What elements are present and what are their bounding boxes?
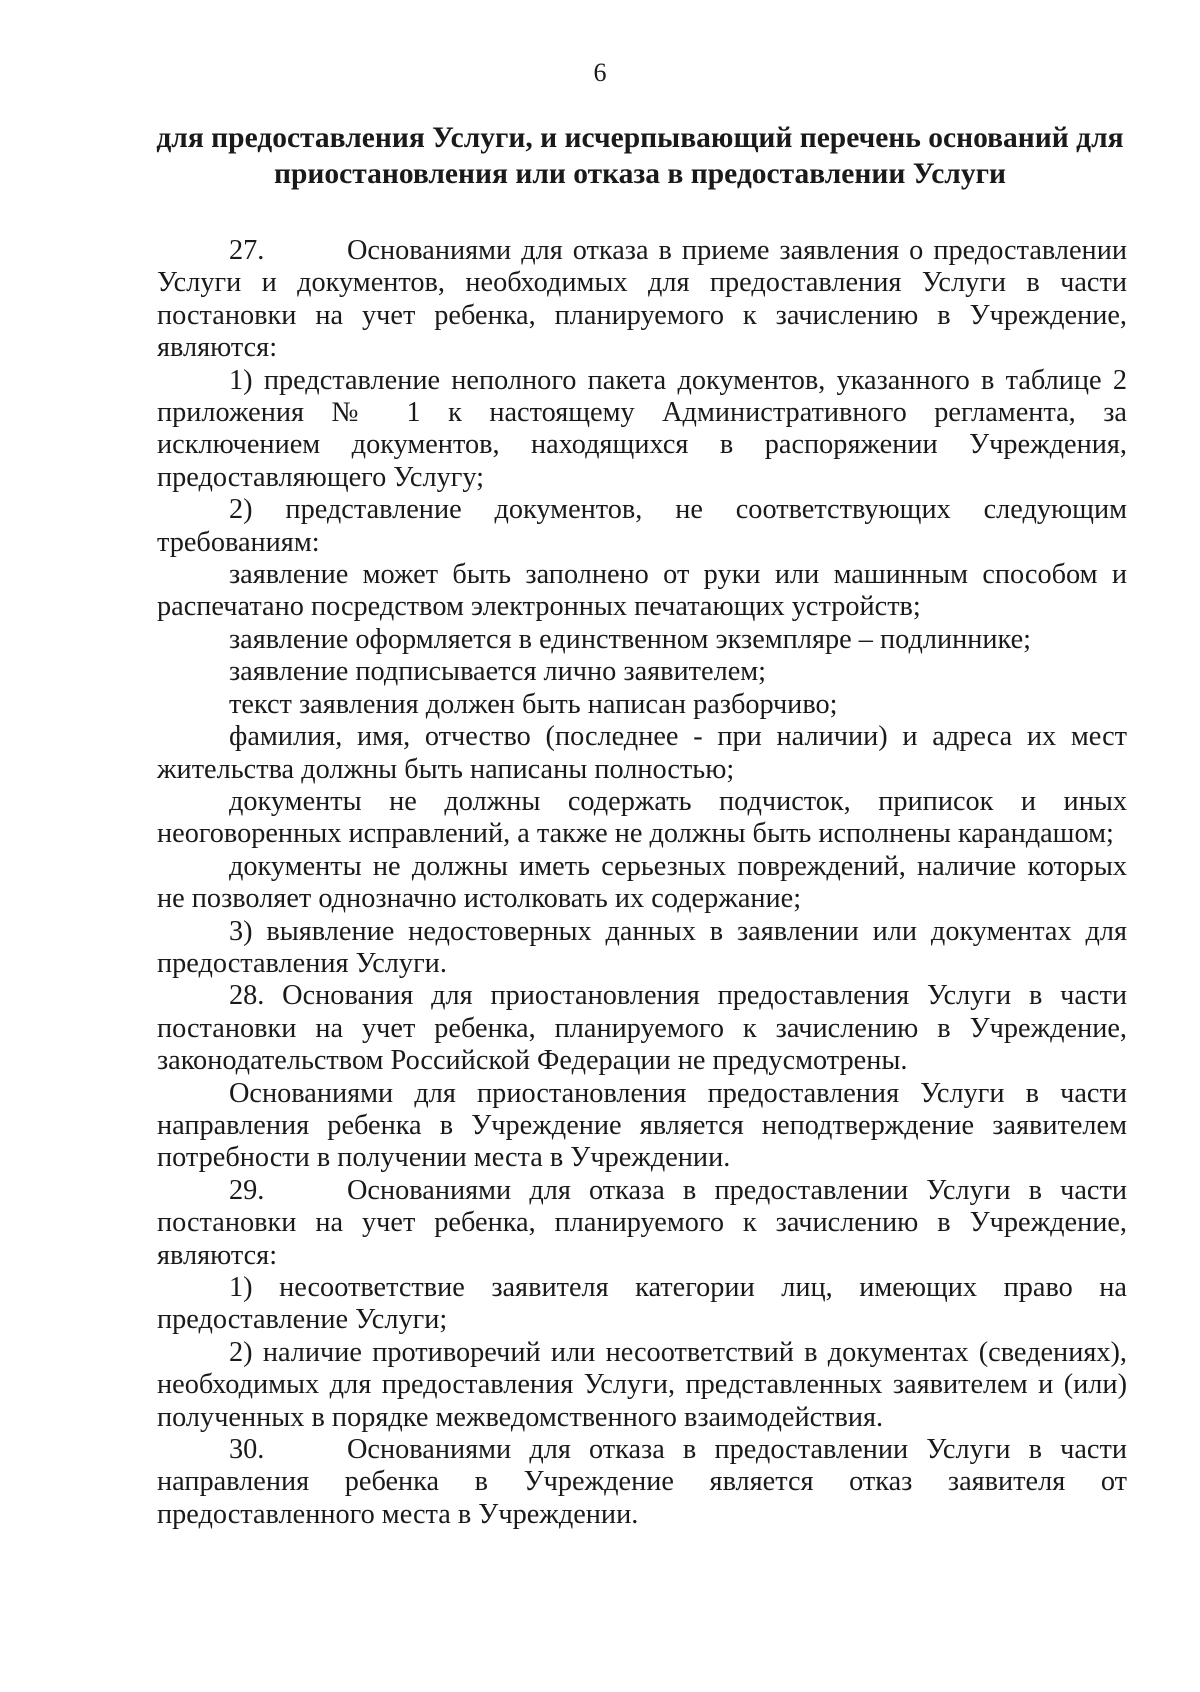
- paragraph-text: Основаниями для отказа в приеме заявления о предоставлении Услуги и документов, необходимых для предоставления Услуги в части постановки на учет ребенка, планируемого к зачислению в Учреждение, являются:: [157, 235, 1127, 364]
- requirement-5: фамилия, имя, отчество (последнее - при наличии) и адреса их мест жительства должны быть написаны полностью;: [157, 721, 1127, 785]
- page-number: 6: [593, 58, 607, 87]
- paragraph-text: Основаниями для отказа в предоставлении Услуги в части направления ребенка в Учреждение является отказ заявителя от предоставленного места в Учреждении.: [157, 1434, 1127, 1530]
- paragraph-29-item-1: 1) несоответствие заявителя категории лиц, имеющих право на предоставление Услуги;: [157, 1272, 1127, 1336]
- paragraph-29: [157, 1175, 1127, 1272]
- requirement-6: документы не должны содержать подчисток, приписок и иных неоговоренных исправлений, а также не должны быть исполнены карандашом;: [157, 785, 1127, 850]
- paragraph-28-b: Основаниями для приостановления предоставления Услуги в части направления ребенка в Учреждение является неподтверждение заявителем потребности в получении места в Учреждении.: [157, 1077, 1127, 1174]
- requirement-3: заявление подписывается лично заявителем;: [229, 656, 767, 688]
- document-body: [157, 235, 1127, 1531]
- requirement-4: текст заявления должен быть написан разборчиво;: [229, 688, 838, 720]
- section-heading: [150, 120, 1130, 192]
- heading-line-2: приостановления или отказа в предоставлении Услуги: [273, 158, 1006, 190]
- paragraph-28: 28. Основания для приостановления предоставления Услуги в части постановки на учет ребенка, планируемого к зачислению в Учреждение, законодательством Российской Федерации не предусмотрены.: [157, 980, 1127, 1077]
- paragraph-27-item-3: 3) выявление недостоверных данных в заявлении или документах для предоставления Услуги.: [157, 915, 1127, 979]
- paragraph-number: 29.: [229, 1174, 265, 1206]
- paragraph-27: [157, 235, 1127, 365]
- paragraph-30: [157, 1434, 1127, 1531]
- requirement-2: заявление оформляется в единственном экземпляре – подлиннике;: [229, 623, 1031, 655]
- paragraph-27-item-2: 2) представление документов, не соответствующих следующим требованиям:: [157, 494, 1127, 558]
- paragraph-number: 30.: [229, 1434, 265, 1466]
- requirement-7: документы не должны иметь серьезных повреждений, наличие которых не позволяет однозначно истолковать их содержание;: [157, 850, 1127, 915]
- paragraph-number: 27.: [229, 235, 265, 266]
- requirement-1: заявление может быть заполнено от руки или машинным способом и распечатано посредством электронных печатающих устройств;: [157, 559, 1127, 623]
- paragraph-27-item-1: 1) представление неполного пакета документов, указанного в таблице 2 приложения № 1 к настоящему Административного регламента, за исключением документов, находящихся в распоряжении Учреждения, предоставляющего Услугу;: [157, 364, 1127, 493]
- heading-line-1: для предоставления Услуги, и исчерпывающий перечень оснований для: [156, 122, 1124, 154]
- paragraph-text: Основаниями для отказа в предоставлении Услуги в части постановки на учет ребенка, планируемого к зачислению в Учреждение, являются:: [157, 1174, 1127, 1271]
- paragraph-29-item-2: 2) наличие противоречий или несоответствий в документах (сведениях), необходимых для предоставления Услуги, представленных заявителем и (или) полученных в порядке межведомственного взаимодействия.: [157, 1336, 1127, 1433]
